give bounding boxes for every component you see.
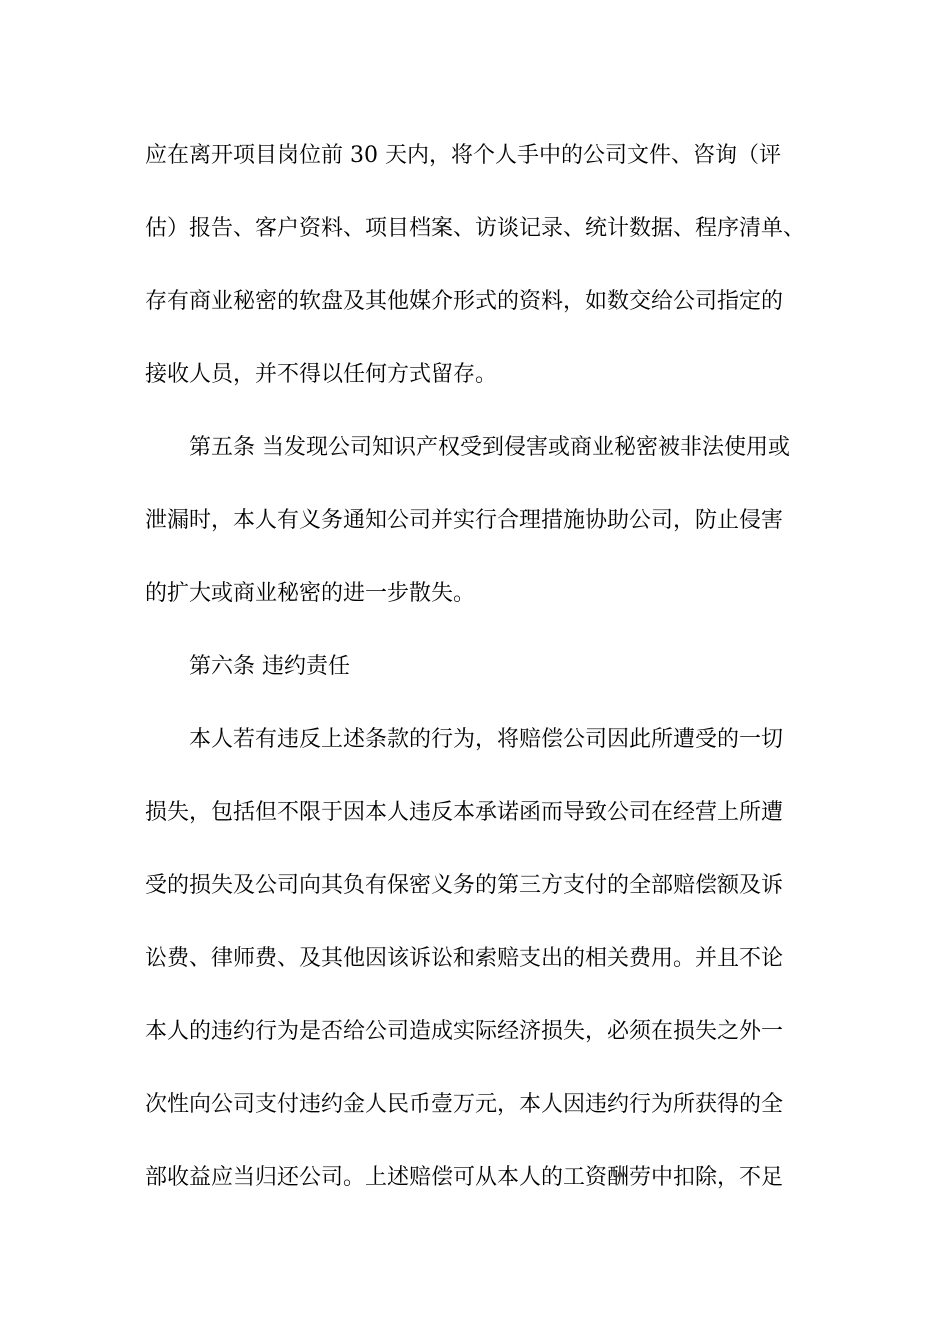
text-line: 泄漏时，本人有义务通知公司并实行合理措施协助公司，防止侵害 [145,508,784,533]
text-line: 估）报告、客户资料、项目档案、访谈记录、统计数据、程序清单、 [145,216,806,241]
article-5-heading-line: 第五条 当发现公司知识产权受到侵害或商业秘密被非法使用或 [189,435,790,460]
text-line: 本人的违约行为是否给公司造成实际经济损失，必须在损失之外一 [145,1019,784,1044]
text-line: 的扩大或商业秘密的进一步散失。 [145,581,476,606]
text-line: 次性向公司支付违约金人民币壹万元，本人因违约行为所获得的全 [145,1092,784,1117]
text-line: 受的损失及公司向其负有保密义务的第三方支付的全部赔偿额及诉 [145,873,784,898]
article-6-heading: 第六条 违约责任 [189,654,350,679]
text-line: 存有商业秘密的软盘及其他媒介形式的资料，如数交给公司指定的 [145,289,784,314]
paragraph-start-line: 本人若有违反上述条款的行为，将赔偿公司因此所遭受的一切 [189,727,784,752]
text-line: 部收益应当归还公司。上述赔偿可从本人的工资酬劳中扣除，不足 [145,1165,784,1190]
text-line: 应在离开项目岗位前 30 天内，将个人手中的公司文件、咨询（评 [145,143,781,168]
text-line: 损失，包括但不限于因本人违反本承诺函而导致公司在经营上所遭 [145,800,784,825]
text-line: 讼费、律师费、及其他因该诉讼和索赔支出的相关费用。并且不论 [145,946,784,971]
text-line: 接收人员，并不得以任何方式留存。 [145,362,498,387]
